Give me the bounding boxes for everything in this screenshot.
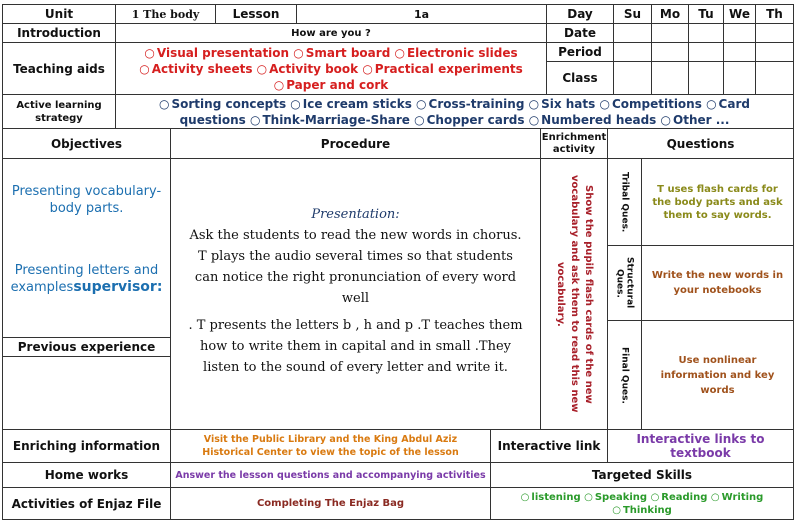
- active-learning-label: [2, 94, 116, 129]
- strategy-option[interactable]: ○ Competitions: [599, 97, 701, 111]
- enrichment-text: Show the pupils flash cards of the new vocabulary and ask them to read this new vocabulary.: [555, 175, 594, 413]
- objectives-cell: [2, 158, 171, 338]
- strategy-option[interactable]: ○ Six hats: [529, 97, 596, 111]
- previous-experience-cell: [2, 356, 171, 430]
- unit-label: Unit: [2, 4, 116, 24]
- strategy-option[interactable]: ○ Ice cream sticks: [290, 97, 412, 111]
- unit-value: 1 The body: [115, 4, 216, 24]
- skill-option[interactable]: ○ Reading: [651, 492, 708, 503]
- active-learning-options: [115, 94, 794, 129]
- class-label: Class: [546, 61, 614, 95]
- homework-text: Answer the lesson questions and accompanying activities: [170, 462, 491, 488]
- final-label-cell: [607, 320, 642, 430]
- date-cell: [755, 23, 794, 43]
- class-cell: [755, 61, 794, 95]
- aid-option[interactable]: ○ Electronic slides: [394, 46, 517, 60]
- previous-experience-label: Previous experience: [2, 337, 171, 357]
- presentation-heading: Presentation:: [311, 207, 400, 222]
- skill-option[interactable]: ○ Speaking: [584, 492, 647, 503]
- structural-label: Structural Ques.: [614, 257, 635, 309]
- skill-option[interactable]: ○ Thinking: [612, 505, 672, 516]
- questions-header: Questions: [607, 128, 794, 159]
- period-label: Period: [546, 42, 614, 62]
- objectives-header: Objectives: [2, 128, 171, 159]
- aid-option[interactable]: ○ Visual presentation: [144, 46, 289, 60]
- lesson-value: 1a: [296, 4, 547, 24]
- date-cell: [651, 23, 689, 43]
- aid-option[interactable]: ○ Smart board: [293, 46, 390, 60]
- class-cell: [613, 61, 652, 95]
- strategy-option[interactable]: ○ Card questions: [180, 97, 750, 127]
- enriching-info-label: Enriching information: [2, 429, 171, 463]
- skill-option[interactable]: ○ listening: [521, 492, 581, 503]
- strategy-option[interactable]: ○ Chopper cards: [414, 113, 524, 127]
- objective-item: [3, 262, 170, 296]
- enjaz-text: Completing The Enjaz Bag: [170, 487, 491, 520]
- introduction-value: How are you ?: [115, 23, 547, 43]
- date-label: Date: [546, 23, 614, 43]
- day-mo: Mo: [651, 4, 689, 24]
- period-cell: [651, 42, 689, 62]
- procedure-header: Procedure: [170, 128, 541, 159]
- targeted-skills-label: Targeted Skills: [490, 462, 794, 488]
- period-cell: [723, 42, 756, 62]
- class-cell: [723, 61, 756, 95]
- structural-question: Write the new words in your notebooks: [641, 245, 794, 321]
- introduction-label: Introduction: [2, 23, 116, 43]
- class-cell: [651, 61, 689, 95]
- enrichment-cell: [540, 158, 608, 430]
- teaching-aids-label: Teaching aids: [2, 42, 116, 95]
- enjaz-label: Activities of Enjaz File: [2, 487, 171, 520]
- tribal-label: Tribal Ques.: [619, 171, 630, 233]
- procedure-paragraph: . T presents the letters b , h and p .T teaches them how to write them in capital and in small .They listen to the sound of every letter and write it.: [188, 318, 523, 375]
- strategy-option[interactable]: ○ Numbered heads: [529, 113, 657, 127]
- aid-option[interactable]: ○ Activity sheets: [139, 62, 252, 76]
- enrichment-header: Enrichment activity: [540, 128, 608, 159]
- tribal-label-cell: [607, 158, 642, 246]
- period-cell: [755, 42, 794, 62]
- day-th: Th: [755, 4, 794, 24]
- procedure-cell: [170, 158, 541, 430]
- active-learning-label-line: Active learning: [16, 99, 102, 111]
- day-label: Day: [546, 4, 614, 24]
- strategy-option[interactable]: ○ Cross-training: [416, 97, 524, 111]
- interactive-link[interactable]: Interactive links to textbook: [607, 429, 794, 463]
- lesson-label: Lesson: [215, 4, 297, 24]
- objective-item-text: Presenting letters and examples: [10, 263, 159, 295]
- teaching-aids-options: [115, 42, 547, 95]
- structural-label-cell: [607, 245, 642, 321]
- class-cell: [688, 61, 724, 95]
- tribal-question: T uses flash cards for the body parts and ask them to say words.: [641, 158, 794, 246]
- period-cell: [613, 42, 652, 62]
- strategy-option[interactable]: ○ Think-Marriage-Share: [250, 113, 410, 127]
- strategy-option[interactable]: ○ Sorting concepts: [159, 97, 286, 111]
- date-cell: [723, 23, 756, 43]
- final-question: Use nonlinear information and key words: [641, 320, 794, 430]
- supervisor-tag: supervisor:: [73, 279, 163, 295]
- skills-options: [490, 487, 794, 520]
- enriching-info-text: Visit the Public Library and the King Abdul Aziz Historical Center to view the topic of the lesson: [170, 429, 491, 463]
- active-learning-label-line: strategy: [35, 112, 83, 124]
- date-cell: [688, 23, 724, 43]
- aid-option[interactable]: ○ Paper and cork: [274, 78, 389, 92]
- objective-item: Presenting vocabulary- body parts.: [11, 184, 162, 216]
- interactive-link-label: Interactive link: [490, 429, 608, 463]
- day-su: Su: [613, 4, 652, 24]
- aid-option[interactable]: ○ Practical experiments: [362, 62, 522, 76]
- skill-option[interactable]: ○ Writing: [711, 492, 763, 503]
- final-label: Final Ques.: [619, 346, 630, 404]
- date-cell: [613, 23, 652, 43]
- period-cell: [688, 42, 724, 62]
- day-we: We: [723, 4, 756, 24]
- aid-option[interactable]: ○ Activity book: [257, 62, 358, 76]
- day-tu: Tu: [688, 4, 724, 24]
- homework-label: Home works: [2, 462, 171, 488]
- procedure-paragraph: Ask the students to read the new words in chorus. T plays the audio several times so that students can notice the right pronunciation of every word well: [189, 228, 522, 306]
- strategy-option[interactable]: ○ Other ...: [661, 113, 730, 127]
